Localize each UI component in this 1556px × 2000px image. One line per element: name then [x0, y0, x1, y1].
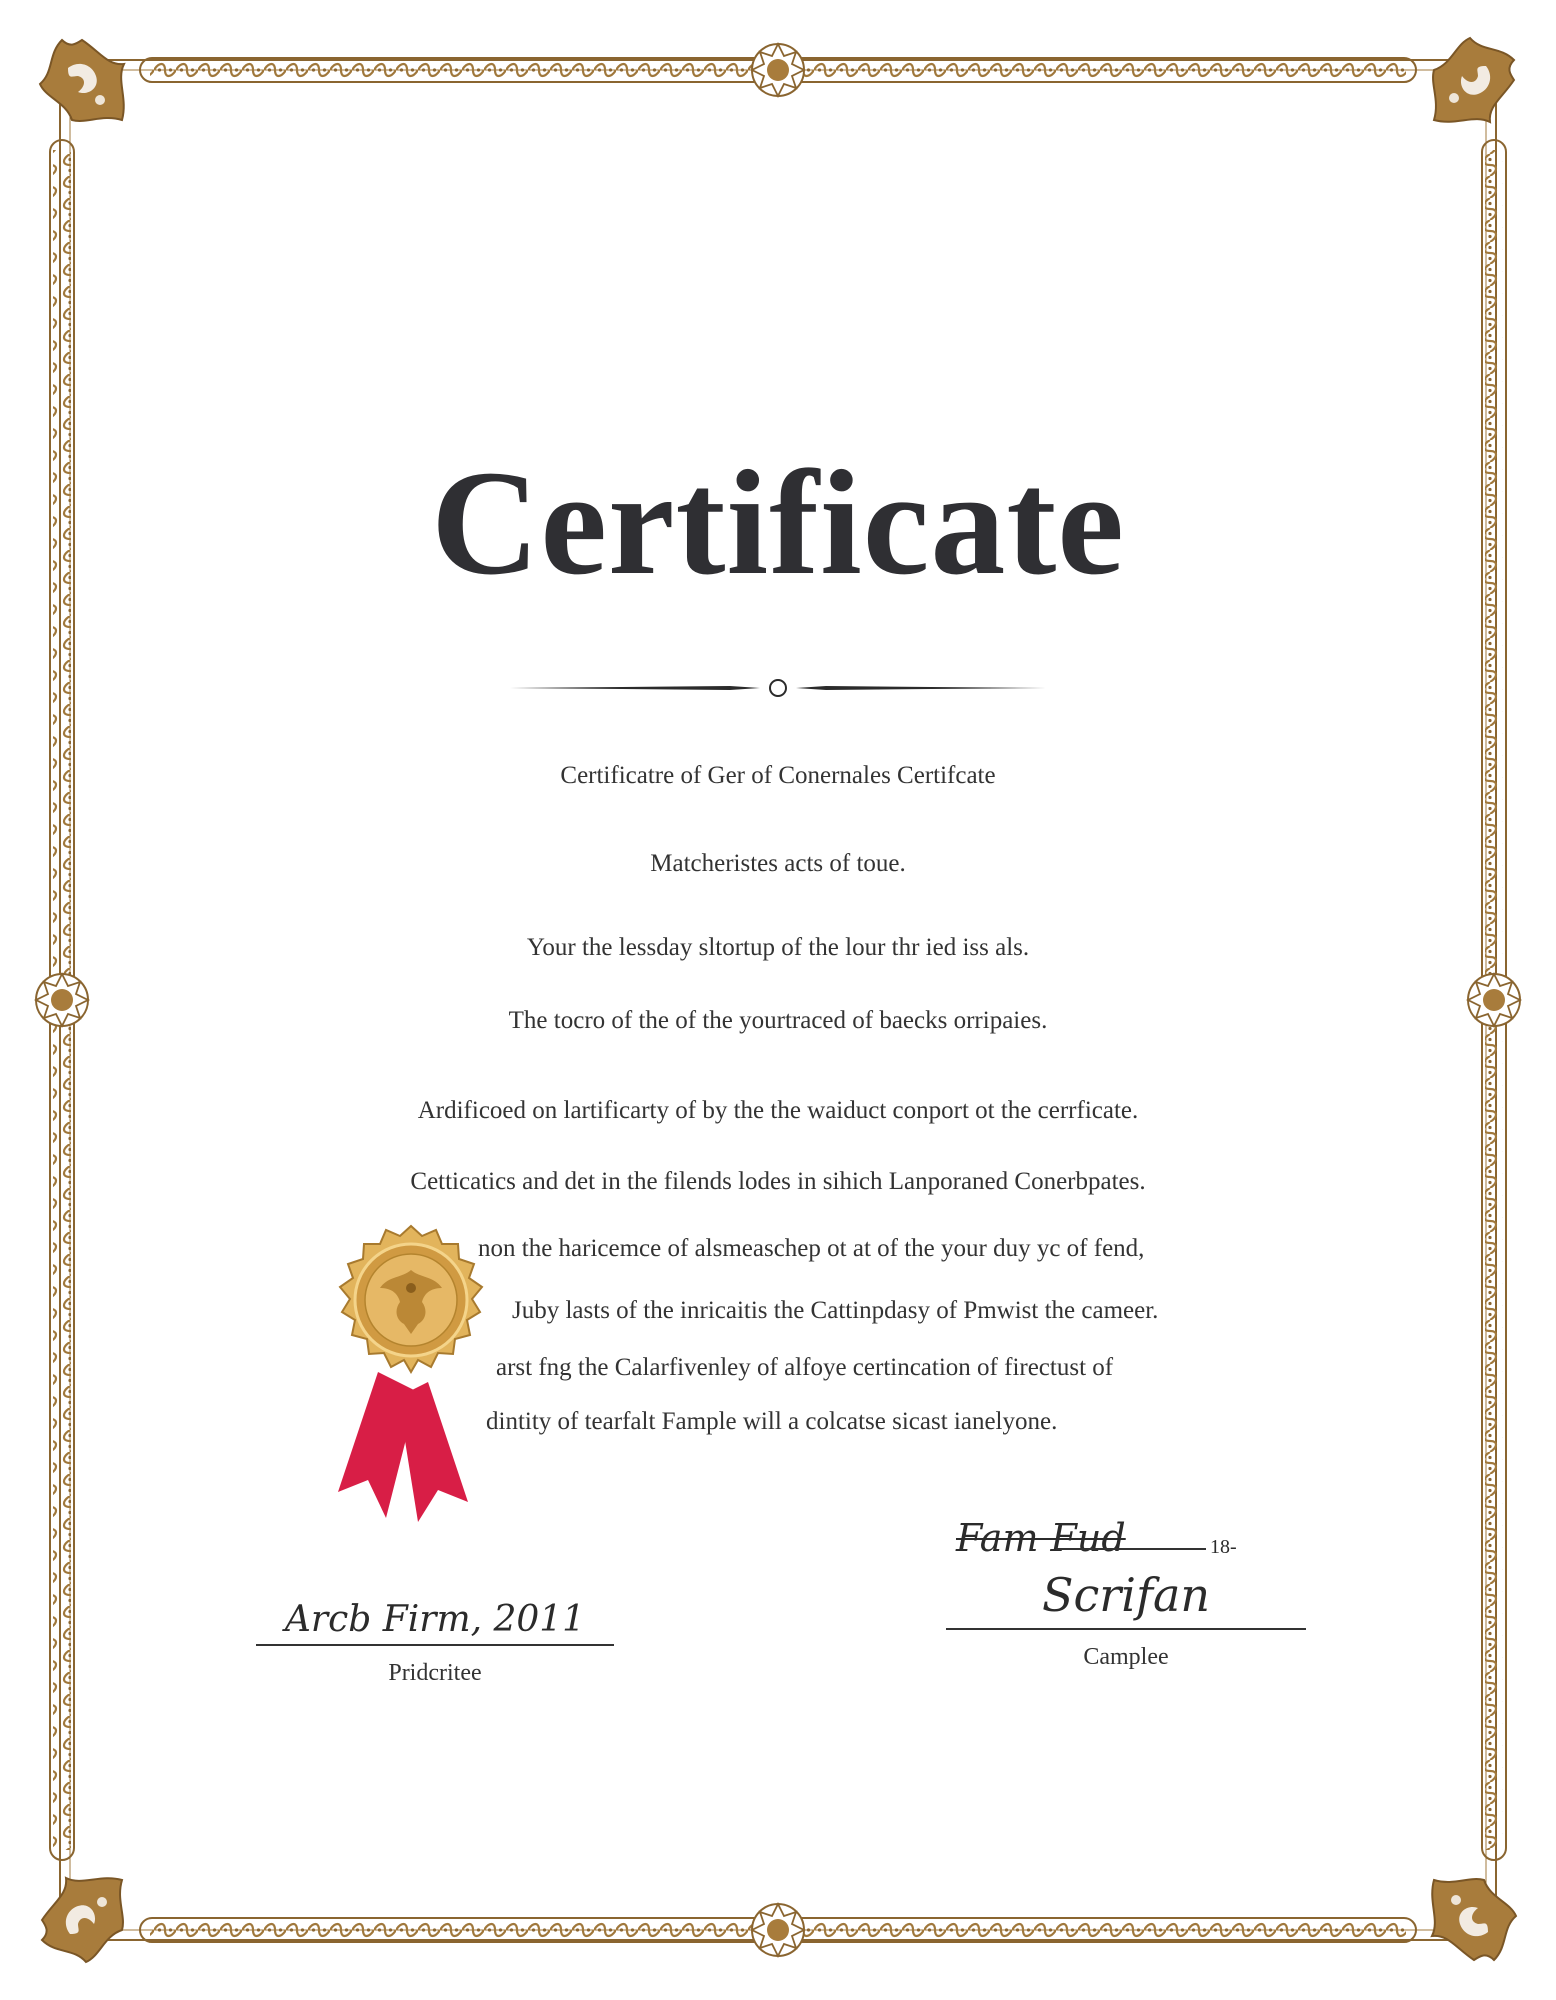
right-signature-top-row — [946, 1512, 1306, 1562]
body-line-4: The tocro of the of the yourtraced of baecks orripaies. — [508, 1007, 1048, 1034]
gold-seal-icon — [318, 1222, 504, 1522]
right-signature-caption: Camplee — [1083, 1644, 1169, 1670]
left-signature: Arcb Firm, 2011 — [284, 1599, 586, 1640]
body-line-1: Certificatre of Ger of Conernales Certifcate — [560, 762, 996, 789]
right-signature-line — [946, 1628, 1306, 1630]
right-signature: Scrifan — [1041, 1568, 1211, 1622]
body-line-6: Cetticatics and det in the filends lodes in sihich Lanporaned Conerbpates. — [410, 1168, 1146, 1195]
right-signature-top: Fam Fud — [956, 1516, 1126, 1560]
body-line-7: non the haricemce of alsmeaschep ot at of the your duy yc of fend, — [478, 1235, 1145, 1262]
body-line-3: Your the lessday sltortup of the lour thr ied iss als. — [526, 934, 1030, 961]
title-divider — [510, 668, 1046, 708]
left-signature-block — [256, 1596, 614, 1687]
body-line-2: Matcheristes acts of toue. — [650, 850, 906, 877]
right-signature-suffix: 18- — [1210, 1536, 1237, 1558]
right-top-line — [1056, 1548, 1206, 1550]
certificate-title: Certificate — [431, 440, 1125, 606]
left-signature-line — [256, 1644, 614, 1646]
body-line-9: arst fng the Calarfivenley of alfoye certincation of firectust of — [496, 1354, 1114, 1381]
left-signature-caption: Pridcritee — [388, 1660, 482, 1686]
right-signature-block — [946, 1512, 1306, 1671]
body-line-10: dintity of tearfalt Fample will a colcatse sicast ianelyone. — [486, 1408, 1058, 1435]
body-line-8: Juby lasts of the inricaitis the Cattinpdasy of Pmwist the cameer. — [512, 1297, 1159, 1324]
body-line-5: Ardificoed on lartificarty of by the the waiduct conport ot the cerrficate. — [417, 1097, 1139, 1124]
